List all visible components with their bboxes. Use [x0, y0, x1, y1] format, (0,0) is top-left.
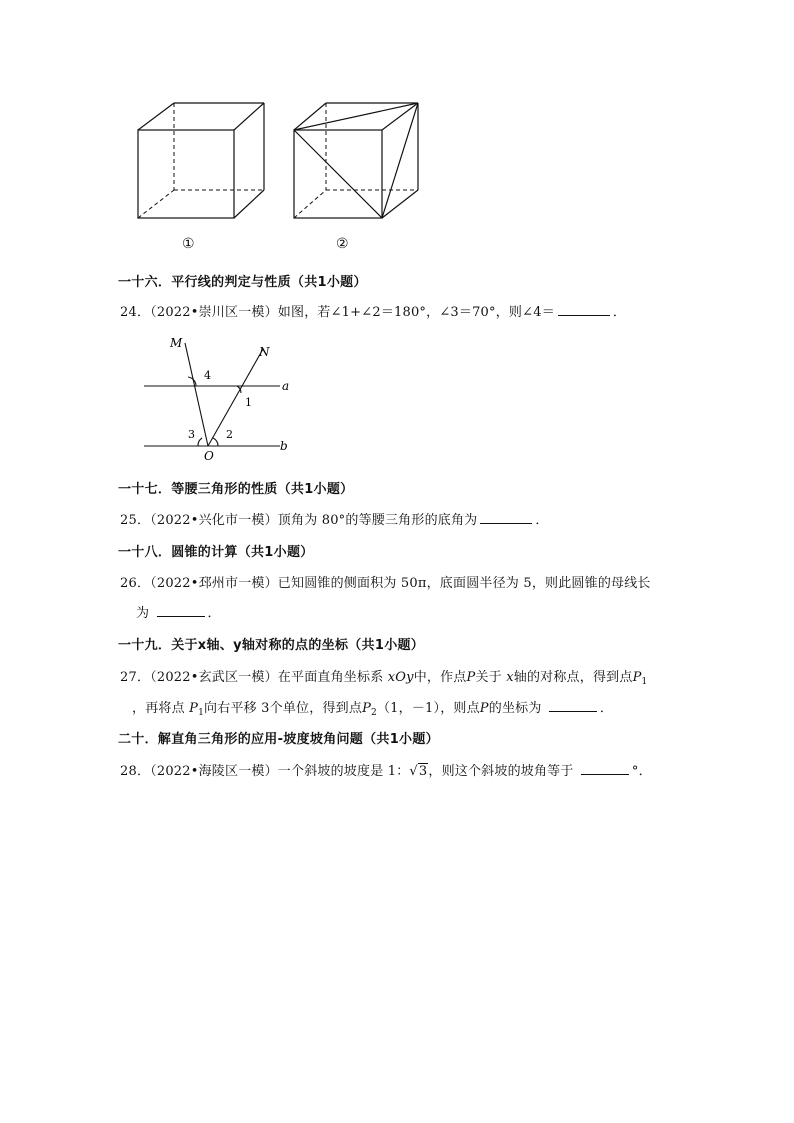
- section-heading-19: 一十九．关于x轴、y轴对称的点的坐标（共1小题）: [118, 638, 425, 653]
- section-heading-20: 二十．解直角三角形的应用-坡度坡角问题（共1小题）: [118, 732, 439, 747]
- angle-figure: [140, 335, 300, 463]
- label-angle-1: 1: [245, 396, 252, 409]
- cube-1-caption: ①: [182, 236, 195, 252]
- q27-xoy: xOy: [387, 670, 414, 685]
- answer-blank-27[interactable]: [549, 699, 597, 712]
- q27-point-p-b: P: [479, 701, 489, 716]
- sqrt-radicand: 3: [418, 764, 428, 779]
- q27-end: ．: [599, 701, 614, 716]
- q27-point-p1-b: P: [189, 701, 199, 716]
- label-b: b: [280, 439, 288, 453]
- label-angle-2: 2: [226, 428, 233, 441]
- question-26-end: ．: [207, 606, 221, 621]
- label-m: M: [170, 336, 183, 350]
- section-heading-17: 一十七．等腰三角形的性质（共1小题）: [118, 482, 354, 497]
- q27-text-b: 中，作点: [413, 670, 467, 685]
- answer-blank-26[interactable]: [157, 604, 205, 617]
- question-25: [120, 509, 549, 528]
- question-24: [120, 301, 626, 320]
- question-24-text: 24．（2022•崇川区一模）如图，若∠1+∠2＝180°，∠3＝70°，则∠4＝: [120, 305, 555, 320]
- label-n: N: [259, 345, 270, 359]
- cube-2-caption: ②: [336, 236, 349, 252]
- question-28-text: 28．（2022•海陵区一模）一个斜坡的坡度是 1：: [120, 764, 410, 779]
- answer-blank-25[interactable]: [480, 511, 532, 524]
- q27-text-f: 向右平移 3个单位，得到点: [204, 701, 363, 716]
- q27-sub-2: 2: [371, 708, 377, 718]
- section-heading-18: 一十八．圆锥的计算（共1小题）: [118, 545, 314, 560]
- sqrt-expression: √3: [409, 764, 428, 779]
- q27-text-g: （1，－1），则点: [376, 701, 480, 716]
- q27-sub-1-b: 1: [198, 708, 205, 718]
- answer-blank-24[interactable]: [558, 303, 610, 316]
- question-28-end: °．: [631, 764, 652, 779]
- question-28: [120, 760, 652, 779]
- cube-figure-1: [130, 98, 275, 228]
- cube-figure-2: [288, 98, 433, 228]
- q27-text-a: 27．（2022•玄武区一模）在平面直角坐标系: [120, 670, 384, 685]
- question-28-text-2: ，则这个斜坡的坡角等于: [428, 764, 574, 779]
- question-26-prefix: 为: [136, 606, 150, 621]
- label-o: O: [204, 449, 214, 463]
- label-a: a: [282, 379, 290, 393]
- question-27-line-1: [120, 666, 647, 687]
- question-25-end: ．: [535, 513, 549, 528]
- question-25-text: 25．（2022•兴化市一模）顶角为 80°的等腰三角形的底角为: [120, 513, 478, 528]
- question-24-end: ．: [612, 305, 627, 320]
- ray-on: [208, 349, 263, 446]
- q27-text-e: ，再将点: [132, 701, 185, 716]
- q27-text-c: 关于: [475, 670, 502, 685]
- section-heading-16: 一十六．平行线的判定与性质（共1小题）: [118, 275, 367, 290]
- q27-sub-1: 1: [641, 677, 648, 687]
- label-angle-3: 3: [188, 428, 195, 441]
- question-26-line-1: 26．（2022•邳州市一模）已知圆锥的侧面积为 50π，底面圆半径为 5，则此圆锥的母线长: [120, 576, 651, 591]
- q27-point-p1: P: [632, 670, 642, 685]
- q27-text-h: 的坐标为: [488, 701, 542, 716]
- answer-blank-28[interactable]: [581, 762, 629, 775]
- q27-point-p: P: [466, 670, 476, 685]
- q27-text-d: 轴的对称点，得到点: [513, 670, 633, 685]
- q27-x-axis: x: [506, 670, 514, 685]
- question-27-line-2: [132, 697, 613, 718]
- question-26-line-2: [136, 602, 221, 621]
- q27-point-p2: P: [362, 701, 372, 716]
- label-angle-4: 4: [204, 369, 211, 382]
